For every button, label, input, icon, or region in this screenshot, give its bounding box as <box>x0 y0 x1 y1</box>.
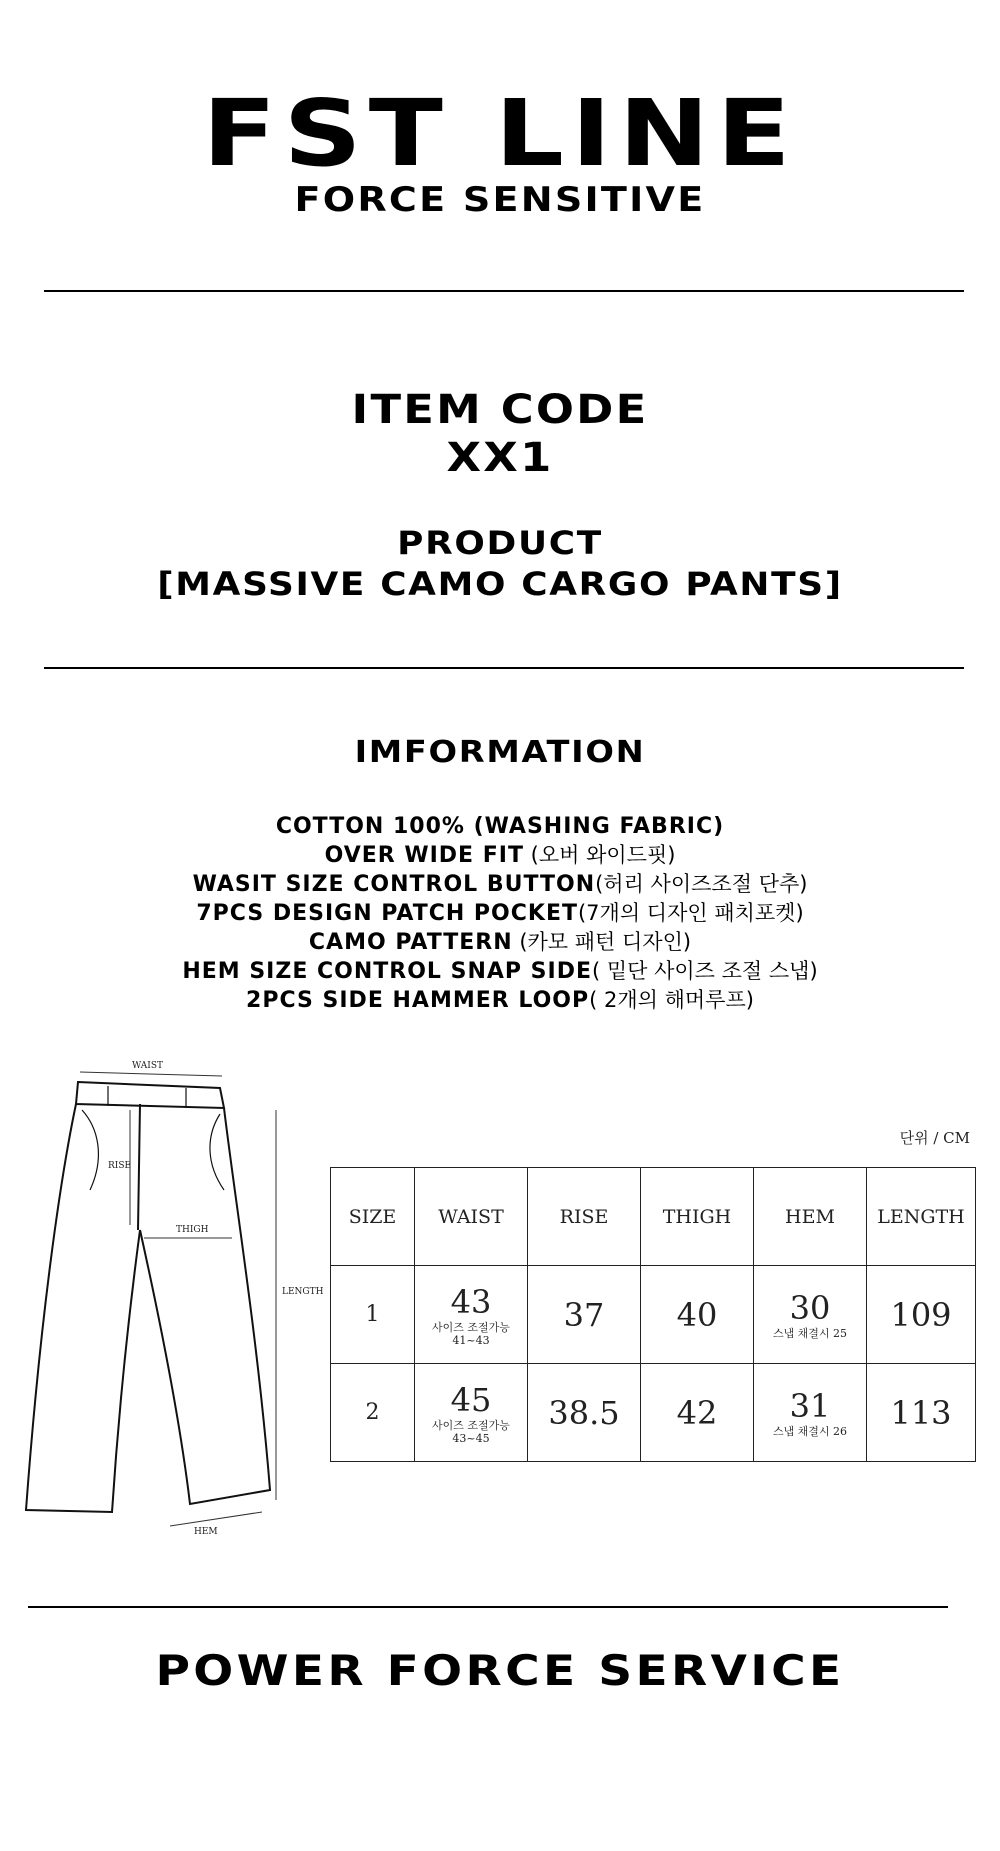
info-line: HEM SIZE CONTROL SNAP SIDE( 밑단 사이즈 조절 스냅) <box>182 959 818 984</box>
header-rise: RISE <box>528 1168 641 1266</box>
info-line: WASIT SIZE CONTROL BUTTON(허리 사이즈조절 단추) <box>192 872 808 897</box>
cell-size: 2 <box>331 1364 415 1462</box>
table-row <box>331 1266 976 1364</box>
header-length: LENGTH <box>867 1168 976 1266</box>
cell-thigh: 42 <box>641 1364 754 1462</box>
cell-waist: 45 사이즈 조절가능 43~45 <box>415 1364 528 1462</box>
cell-waist: 43 사이즈 조절가능 41~43 <box>415 1266 528 1364</box>
cell-hem: 31 스냅 채결시 26 <box>754 1364 867 1462</box>
item-code-value: XX1 <box>446 435 554 481</box>
divider-top <box>44 290 964 292</box>
cell-thigh: 40 <box>641 1266 754 1364</box>
info-line: COTTON 100% (WASHING FABRIC) <box>275 814 725 839</box>
diagram-thigh-label: THIGH <box>176 1225 209 1235</box>
header-waist: WAIST <box>415 1168 528 1266</box>
header-hem: HEM <box>754 1168 867 1266</box>
product-label: PRODUCT <box>397 524 603 562</box>
diagram-hem-label: HEM <box>194 1527 218 1537</box>
cell-size: 1 <box>331 1266 415 1364</box>
pants-measurement-diagram <box>20 1060 330 1540</box>
information-title: IMFORMATION <box>354 735 646 770</box>
info-line: 2PCS SIDE HAMMER LOOP( 2개의 해머루프) <box>246 988 754 1013</box>
info-line: OVER WIDE FIT (오버 와이드핏) <box>324 843 676 868</box>
product-name: [MASSIVE CAMO CARGO PANTS] <box>157 565 843 603</box>
divider-bottom <box>28 1606 948 1608</box>
cell-rise: 38.5 <box>528 1364 641 1462</box>
diagram-rise-label: RISE <box>108 1161 132 1171</box>
brand-title: FST LINE <box>202 80 798 187</box>
cell-length: 113 <box>867 1364 976 1462</box>
table-row <box>331 1364 976 1462</box>
divider-middle <box>44 667 964 669</box>
brand-tagline: FORCE SENSITIVE <box>294 180 706 220</box>
information-list <box>0 812 1000 1015</box>
unit-label: 단위 / CM <box>899 1129 970 1147</box>
table-header-row <box>331 1168 976 1266</box>
diagram-waist-label: WAIST <box>132 1061 164 1071</box>
header-thigh: THIGH <box>641 1168 754 1266</box>
cell-length: 109 <box>867 1266 976 1364</box>
cell-hem: 30 스냅 채결시 25 <box>754 1266 867 1364</box>
footer-slogan: POWER FORCE SERVICE <box>155 1646 845 1695</box>
header-size: SIZE <box>331 1168 415 1266</box>
cell-rise: 37 <box>528 1266 641 1364</box>
size-table <box>330 1167 976 1462</box>
diagram-length-label: LENGTH <box>282 1287 324 1297</box>
item-code-label: ITEM CODE <box>351 387 649 433</box>
info-line: 7PCS DESIGN PATCH POCKET(7개의 디자인 패치포켓) <box>196 901 804 926</box>
info-line: CAMO PATTERN (카모 패턴 디자인) <box>308 930 692 955</box>
